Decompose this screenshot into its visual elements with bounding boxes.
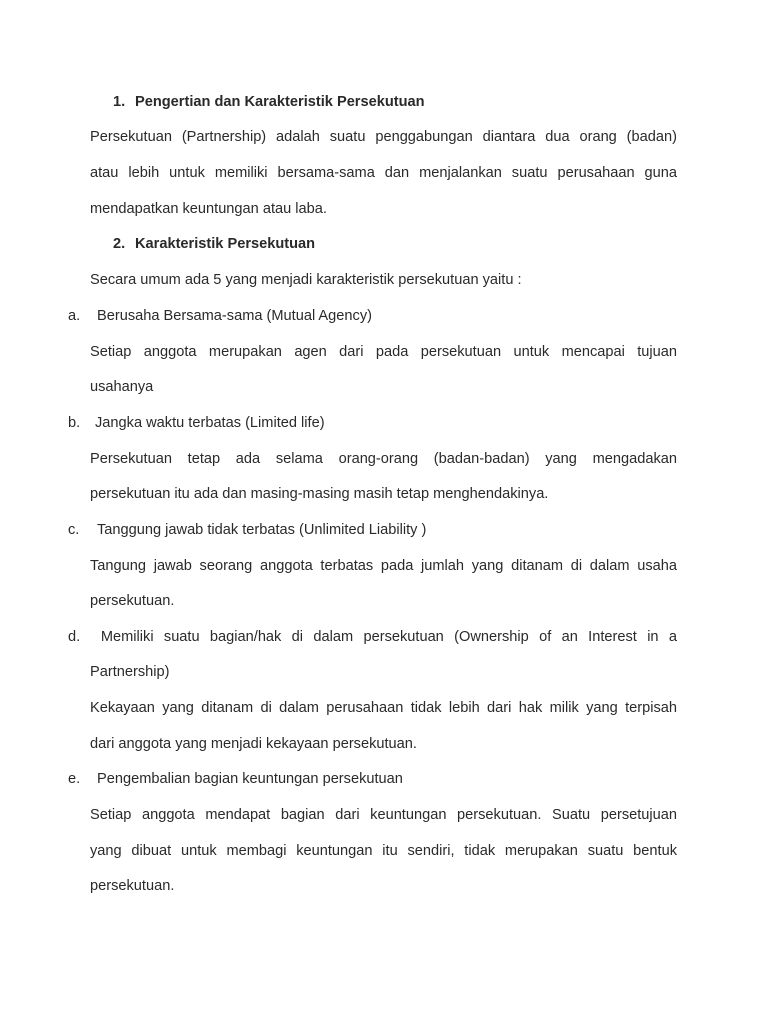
list-item-b-title — [68, 413, 325, 433]
list-item-d-title-line-1 — [68, 627, 677, 647]
heading-2 — [113, 234, 315, 254]
list-item-c-letter: c. — [68, 522, 80, 538]
heading-2-number: 2. — [113, 236, 126, 252]
list-item-e-title — [68, 769, 403, 789]
list-item-b-desc-2: persekutuan itu ada dan masing-masing masih tetap menghendakinya. — [90, 486, 549, 502]
section2-intro: Secara umum ada 5 yang menjadi karakteristik persekutuan yaitu : — [90, 272, 522, 288]
list-item-d-desc-2: dari anggota yang menjadi kekayaan persekutuan. — [90, 736, 417, 752]
list-item-b-desc-1: Persekutuan tetap ada selama orang-orang (badan-badan) yang mengadakan — [90, 451, 677, 467]
intro-line-2: atau lebih untuk memiliki bersama-sama dan menjalankan suatu perusahaan guna — [90, 165, 677, 181]
list-item-e-desc-2: yang dibuat untuk membagi keuntungan itu sendiri, tidak merupakan suatu bentuk — [90, 843, 677, 859]
list-item-b-title-text: Jangka waktu terbatas (Limited life) — [95, 415, 325, 431]
heading-1-number: 1. — [113, 94, 126, 110]
list-item-a-letter: a. — [68, 308, 81, 324]
list-item-c-desc-1: Tangung jawab seorang anggota terbatas pada jumlah yang ditanam di dalam usaha — [90, 558, 677, 574]
intro-line-3: mendapatkan keuntungan atau laba. — [90, 201, 327, 217]
list-item-c-title-text: Tanggung jawab tidak terbatas (Unlimited Liability ) — [97, 522, 427, 538]
list-item-a-title — [68, 306, 372, 326]
list-item-d-letter: d. — [68, 629, 81, 645]
heading-1-title: Pengertian dan Karakteristik Persekutuan — [135, 94, 425, 110]
list-item-a-desc-1: Setiap anggota merupakan agen dari pada persekutuan untuk mencapai tujuan — [90, 344, 677, 360]
heading-1 — [113, 92, 425, 112]
heading-2-title: Karakteristik Persekutuan — [135, 236, 316, 252]
list-item-c-desc-2: persekutuan. — [90, 593, 175, 609]
intro-line-1: Persekutuan (Partnership) adalah suatu penggabungan diantara dua orang (badan) — [90, 129, 677, 145]
list-item-d-title-text: Memiliki suatu bagian/hak di dalam persekutuan (Ownership of an Interest in a — [100, 629, 677, 645]
list-item-e-desc-1: Setiap anggota mendapat bagian dari keuntungan persekutuan. Suatu persetujuan — [90, 807, 677, 823]
list-item-b-letter: b. — [68, 415, 81, 431]
list-item-d-desc-1: Kekayaan yang ditanam di dalam perusahaan tidak lebih dari hak milik yang terpisah — [90, 700, 677, 716]
list-item-d-title-line-2: Partnership) — [90, 664, 170, 680]
list-item-a-title-text: Berusaha Bersama-sama (Mutual Agency) — [97, 308, 372, 324]
list-item-c-title — [68, 520, 426, 540]
list-item-e-desc-3: persekutuan. — [90, 878, 175, 894]
list-item-e-letter: e. — [68, 771, 81, 787]
list-item-a-desc-2: usahanya — [90, 379, 154, 395]
list-item-e-title-text: Pengembalian bagian keuntungan persekutuan — [97, 771, 403, 787]
